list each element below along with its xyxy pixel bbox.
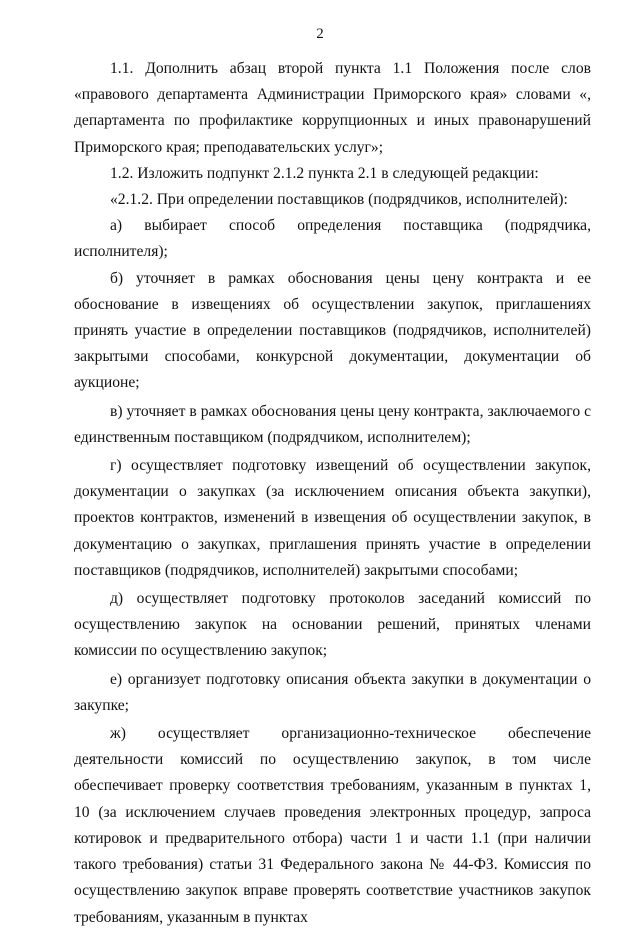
- paragraph-item-v: в) уточняет в рамках обоснования цены цену контракта, заключаемого с единственным поставщиком (подрядчиком, исполнителем);: [74, 402, 591, 446]
- paragraph-item-g: г) осуществляет подготовку извещений об осуществлении закупок, документации о закупках (за исключением описания объекта закупки), проектов контрактов, изменений в извещения об осуществлении закупок, в документацию о закупках, приглашения принять участие в определении поставщиков (подрядчиков, исполнителей) закрытыми способами;: [74, 457, 591, 579]
- paragraph-item-zh: ж) осуществляет организационно-техническое обеспечение деятельности комиссий по осуществлению закупок, в том числе обеспечивает проверку соответствия требованиям, указанным в пунктах 1, 10 (за исключением случаев проведения электронных процедур, запроса котировок и предварительного отбора) части 1 и части 1.1 (при наличии такого требования) статьи 31 Федерального закона № 44-ФЗ. Комиссия по осуществлению закупок вправе проверять соответствие участников закупок требованиям, указанным в пунктах: [74, 725, 591, 926]
- paragraph-1-1: 1.1. Дополнить абзац второй пункта 1.1 Положения после слов «правового департамента Администрации Приморского края» словами «, департамента по профилактике коррупционных и иных правонарушений Приморского края; преподавательских услуг»;: [74, 60, 591, 156]
- page-number: 2: [316, 26, 324, 42]
- paragraph-1-2: 1.2. Изложить подпункт 2.1.2 пункта 2.1 в следующей редакции:: [110, 164, 539, 182]
- paragraph-item-d: д) осуществляет подготовку протоколов заседаний комиссий по осуществлению закупок на основании решений, принятых членами комиссии по осуществлению закупок;: [74, 590, 591, 660]
- document-body: [74, 56, 591, 931]
- paragraph-item-e: е) организует подготовку описания объекта закупки в документации о закупке;: [74, 670, 591, 714]
- paragraph-2-1-2: «2.1.2. При определении поставщиков (подрядчиков, исполнителей):: [110, 191, 568, 209]
- paragraph-item-a: а) выбирает способ определения поставщика (подрядчика, исполнителя);: [74, 217, 591, 261]
- paragraph-item-b: б) уточняет в рамках обоснования цены цену контракта и ее обоснование в извещениях об осуществлении закупок, приглашениях принять участие в определении поставщиков (подрядчиков, исполнителей) закрытыми способами, конкурсной документации, документации об аукционе;: [74, 269, 591, 392]
